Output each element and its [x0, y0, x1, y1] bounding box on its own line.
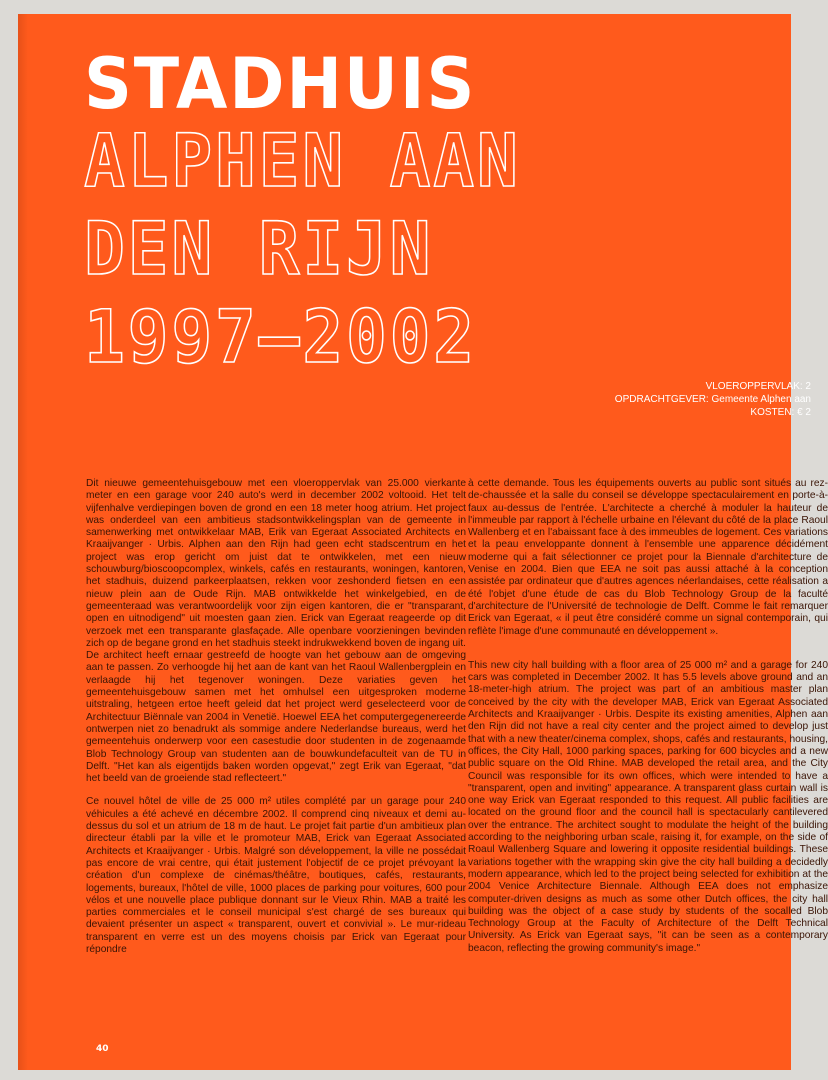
dutch-paragraph: Dit nieuwe gemeentehuisgebouw met een vloeroppervlak van 25.000 vierkante meter en een garage voor 240 auto's werd in december 2002 voltooid. Het telt vijfenhalve verdiepingen boven de grond en een 18 meter hoog atrium. Het project was onderdeel van een ambitieus stadsontwikkelingsplan van de gemeente in samenwerking met ontwikkelaar MAB, Erik van Egeraat Associated Architects en Kraaijvanger · Urbis. Alphen aan den Rijn had geen echt stadscentrum en het project was erop gericht om juist dat te ontwikkelen, met een nieuw schouwburg/bioscoopcomplex, winkels, cafés en restaurants, woningen, kantoren, het stadhuis, duizend parkeerplaatsen, rekken voor zeshonderd fietsen en een nieuw plein aan de Oude Rijn. MAB ontwikkelde het winkelgebied, en de gemeenteraad was verantwoordelijk voor zijn eigen kantoren, die er "transparant, open en uitnodigend" uit moesten gaan zien. Erick van Egeraat reageerde op dit verzoek met een transparante glasfaçade. Alle openbare voorzieningen bevinden zich op de begane grond en het stadhuis steekt indrukwekkend boven de ingang uit. De architect heeft ernaar gestreefd de hoogte van het gebouw aan de omgeving aan te passen. Zo verhoogde hij het aan de kant van het Raoul Wallenbergplein en verlaagde hij het tegenover woningen. Deze variaties geven het gemeentehuisgebouw samen met het omhulsel een uitgesproken moderne uitstraling, hetgeen ertoe heeft geleid dat het project werd geselecteerd voor de Architectuur Biënnale van 2004 in Venetië. Hoewel EEA het computergegenereerde ontwerpen niet zo benadrukt als sommige andere Nederlandse bureaus, werd het gemeentehuis onderwerp voor een casestudie door studenten in de zogenaamde Blob Technology Group van studenten aan de bouwkundefaculteit van de TU in Delft. "Het kan als eigentijds baken worden opgevat," zegt Erik van Egeraat, "dat het beeld van de groeiende stad reflecteert.": [86, 478, 466, 785]
magazine-page: [18, 14, 828, 1070]
column-right: [468, 478, 828, 955]
meta-cost: KOSTEN: € 2: [750, 407, 811, 418]
english-paragraph: This new city hall building with a floor area of 25 000 m² and a garage for 240 cars was completed in December 2002. It has 5.5 levels above ground and an 18-meter-high atrium. The project was part of an ambitious master plan conceived by the city with the developer MAB, Erick van Egeraat Associated Architects and Kraaijvanger · Urbis. Despite its existing amenities, Alphen aan den Rijn did not have a real city center and the project aimed to develop just that with a new theater/cinema complex, shops, cafés and restaurants, housing, offices, the City Hall, 1000 parking spaces, parking for 600 bicycles and a new public square on the Old Rhine. MAB developed the retail area, and the City Council was responsible for its own offices, which were intended to have a "transparent, open and inviting" appearance. A transparent glass curtain wall is one way Erick van Egeraat responded to this request. All public facilities are located on the ground floor and the council hall is spectacularly cantilevered over the entrance. The architect sought to modulate the height of the building according to the neighboring urban scale, raising it, for example, on the side of Roaul Wallenberg Square and lowering it opposite residential buildings. These variations together with the wrapping skin give the city hall building a decidedly modern appearance, which led to the project being selected for exhibition at the 2004 Venice Architecture Biennale. Although EEA does not emphasize computer-driven designs as much as some other Dutch offices, the city hall building was the object of a case study by students of the socalled Blob Technology Group at the Faculty of Architecture of the Delft Technical University. As Erick van Egeraat says, "it can be seen as a contemporary beacon, reflecting the growing community's image.": [468, 659, 828, 954]
title-den-rijn: DEN RIJN: [84, 207, 434, 292]
column-left: [86, 478, 466, 956]
title-stadhuis: STADHUIS: [84, 43, 477, 125]
page-number: 40: [96, 1044, 109, 1054]
meta-client: OPDRACHTGEVER: Gemeente Alphen aan: [614, 394, 811, 405]
title-alphen-aan: ALPHEN AAN: [84, 119, 521, 204]
french-paragraph: Ce nouvel hôtel de ville de 25 000 m² utiles complété par un garage pour 240 véhicules a été achevé en décembre 2002. Il comprend cinq niveaux et demi au-dessus du sol et un atrium de 18 m de haut. Le projet fait partie d'un ambitieux plan directeur établi par la ville et le promoteur MAB, Erick van Egeraat Associated Architects et Kraaijvanger · Urbis. Malgré son développement, la ville ne possédait pas encore de vrai centre, qui était justement l'objectif de ce projet prévoyant la création d'un complexe de cinémas/théâtre, boutiques, cafés, restaurants, logements, bureaux, l'hôtel de ville, 1000 places de parking pour voitures, 600 pour vélos et une nouvelle place publique donnant sur le Vieux Rhin. MAB a traité les parties commerciales et le conseil municipal s'est chargé de ses bureaux qui devaient présenter un aspect « transparent, ouvert et convivial ». Le mur-rideau transparent en verre est un des moyens choisis par Erick van Egeraat pour répondre: [86, 796, 466, 955]
title-years: 1997–2002: [84, 295, 477, 380]
page-gutter-shadow: [18, 14, 28, 1070]
meta-area: VLOEROPPERVLAK: 2: [705, 381, 811, 392]
project-metadata: [615, 380, 811, 419]
french-paragraph-continued: à cette demande. Tous les équipements ouverts au public sont situés au rez-de-chaussée et la salle du conseil se développe spectaculairement en porte-à-faux au-dessus de l'entrée. L'architecte a cherché à moduler la hauteur de l'immeuble par rapport à l'échelle urbaine en l'élevant du côté de la place Raoul Wallenberg et en l'abaissant face à des immeubles de logement. Ces variations et la peau enveloppante donnent à l'ensemble une apparence décidément moderne qui a fait sélectionner ce projet pour la Biennale d'architecture de Venise en 2004. Bien que EEA ne soit pas aussi attaché à la conception assistée par ordinateur que d'autres agences néerlandaises, cette réalisation a été l'objet d'une étude de cas du Blob Technology Group de la faculté d'architecture de l'Université de technologie de Delft. Comme le fait remarquer Erick van Egeraat, « il peut être considéré comme un signal contemporain, qui reflète l'image d'une communauté en développement ».: [468, 478, 828, 637]
